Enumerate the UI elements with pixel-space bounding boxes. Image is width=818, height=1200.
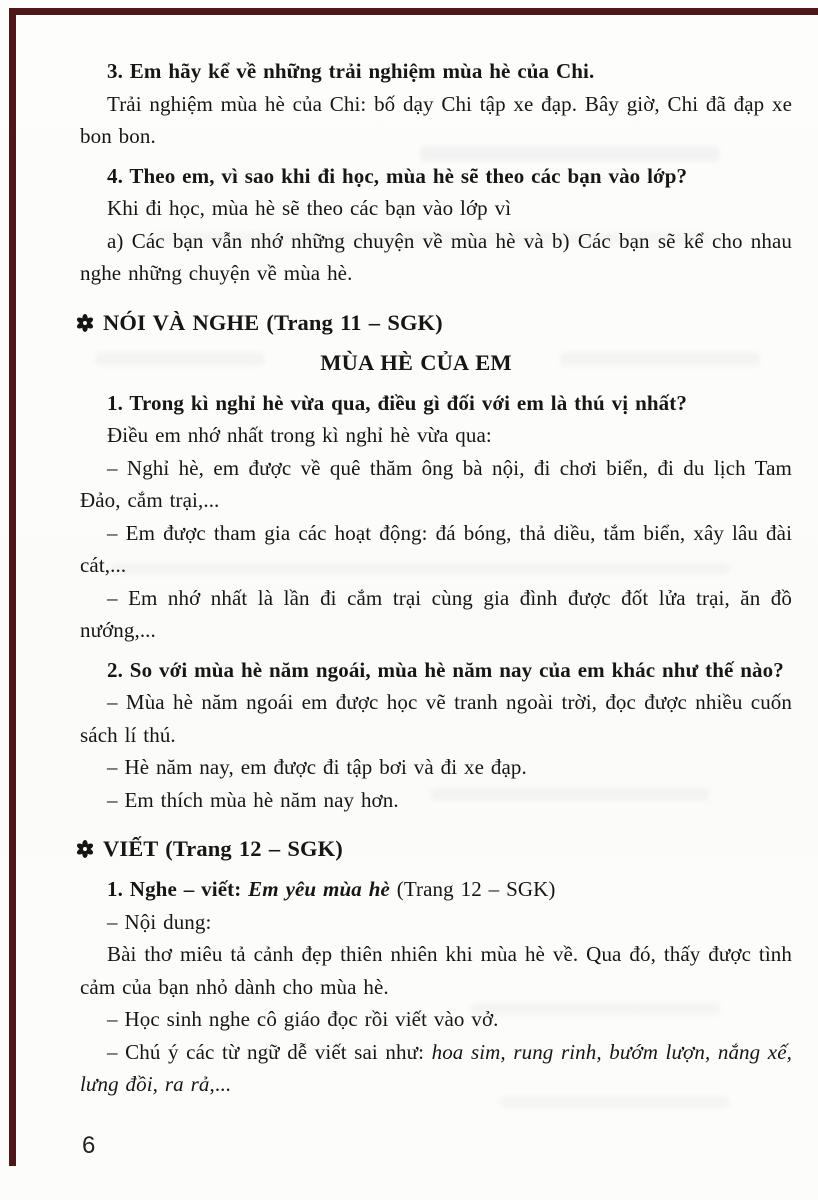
- text-run: – Nghỉ hè, em được về quê thăm ông bà nội, đi chơi biển, đi du lịch Tam Đảo, cắm trại,...: [80, 455, 792, 512]
- text-run: Trải nghiệm mùa hè của Chi: bố dạy Chi tập xe đạp. Bây giờ, Chi đã đạp xe bon bon.: [80, 91, 792, 148]
- section-heading: [76, 306, 792, 340]
- paragraph: [80, 938, 792, 1003]
- text-run: – Em thích mùa hè năm nay hơn.: [107, 787, 399, 812]
- page-border-left: [9, 8, 16, 1166]
- text-run: Em yêu mùa hè: [248, 877, 390, 901]
- question-heading: [80, 55, 792, 88]
- text-run: NÓI VÀ NGHE (Trang 11 – SGK): [103, 309, 443, 335]
- text-run: Bài thơ miêu tả cảnh đẹp thiên nhiên khi mùa hè về. Qua đó, thấy được tình cảm của bạn nhỏ dành cho mùa hè.: [80, 942, 792, 999]
- text-run: ,...: [209, 1072, 231, 1096]
- section-heading-text: [103, 832, 343, 866]
- lesson-title: [80, 346, 752, 380]
- paragraph: [80, 419, 792, 452]
- text-run: hoa sim, rung rinh, bướm lượn, nắng xế, lưng đồi, ra rả: [80, 1039, 793, 1096]
- paragraph: [80, 751, 792, 784]
- text-run: 1. Trong kì nghỉ hè vừa qua, điều gì đối với em là thú vị nhất?: [107, 390, 687, 415]
- text-run: MÙA HÈ CỦA EM: [320, 349, 512, 375]
- text-run: Khi đi học, mùa hè sẽ theo các bạn vào lớp vì: [107, 196, 512, 220]
- text-run: 2. So với mùa hè năm ngoái, mùa hè năm nay của em khác như thế nào?: [107, 657, 784, 682]
- section-heading: [76, 832, 792, 866]
- paragraph: [80, 686, 792, 751]
- question-heading: [80, 873, 792, 906]
- text-run: 3. Em hãy kể về những trải nghiệm mùa hè của Chi.: [107, 59, 595, 83]
- question-heading: [80, 654, 792, 687]
- text-run: – Mùa hè năm ngoái em được học vẽ tranh ngoài trời, đọc được nhiều cuốn sách lí thú.: [80, 690, 792, 747]
- paragraph: [80, 452, 792, 517]
- text-run: – Học sinh nghe cô giáo đọc rồi viết vào vở.: [107, 1007, 499, 1031]
- page-border-top: [9, 8, 818, 15]
- question-heading: [80, 387, 792, 420]
- text-run: a) Các bạn vẫn nhớ những chuyện về mùa hè và b) Các bạn sẽ kể cho nhau nghe những chuyện về mùa hè.: [80, 228, 792, 285]
- text-run: Điều em nhớ nhất trong kì nghỉ hè vừa qua:: [107, 423, 492, 447]
- paragraph: [80, 88, 792, 153]
- paragraph: [80, 192, 792, 225]
- page-number: 6: [82, 1132, 96, 1159]
- paragraph: [80, 906, 792, 939]
- paragraph: [80, 784, 792, 817]
- text-run: VIẾT (Trang 12 – SGK): [103, 836, 343, 861]
- text-run: (Trang 12 – SGK): [389, 877, 556, 901]
- text-run: – Nội dung:: [107, 909, 212, 934]
- text-run: – Hè năm nay, em được đi tập bơi và đi xe đạp.: [107, 755, 527, 779]
- section-heading-text: [103, 306, 443, 340]
- question-heading: [80, 160, 792, 193]
- paragraph: [80, 225, 792, 290]
- paragraph: [80, 1036, 792, 1101]
- text-run: – Em nhớ nhất là lần đi cắm trại cùng gia đình được đốt lửa trại, ăn đồ nướng,...: [80, 585, 792, 642]
- document-body: [80, 48, 792, 1101]
- text-run: 4. Theo em, vì sao khi đi học, mùa hè sẽ theo các bạn vào lớp?: [107, 163, 688, 188]
- paragraph: [80, 1003, 792, 1036]
- paragraph: [80, 582, 792, 647]
- paragraph: [80, 517, 792, 582]
- text-run: 1. Nghe – viết:: [107, 877, 249, 901]
- florette-icon: [76, 314, 94, 332]
- florette-icon: [76, 840, 94, 858]
- text-run: – Em được tham gia các hoạt động: đá bóng, thả diều, tắm biển, xây lâu đài cát,...: [80, 520, 792, 577]
- text-run: – Chú ý các từ ngữ dễ viết sai như:: [107, 1039, 432, 1064]
